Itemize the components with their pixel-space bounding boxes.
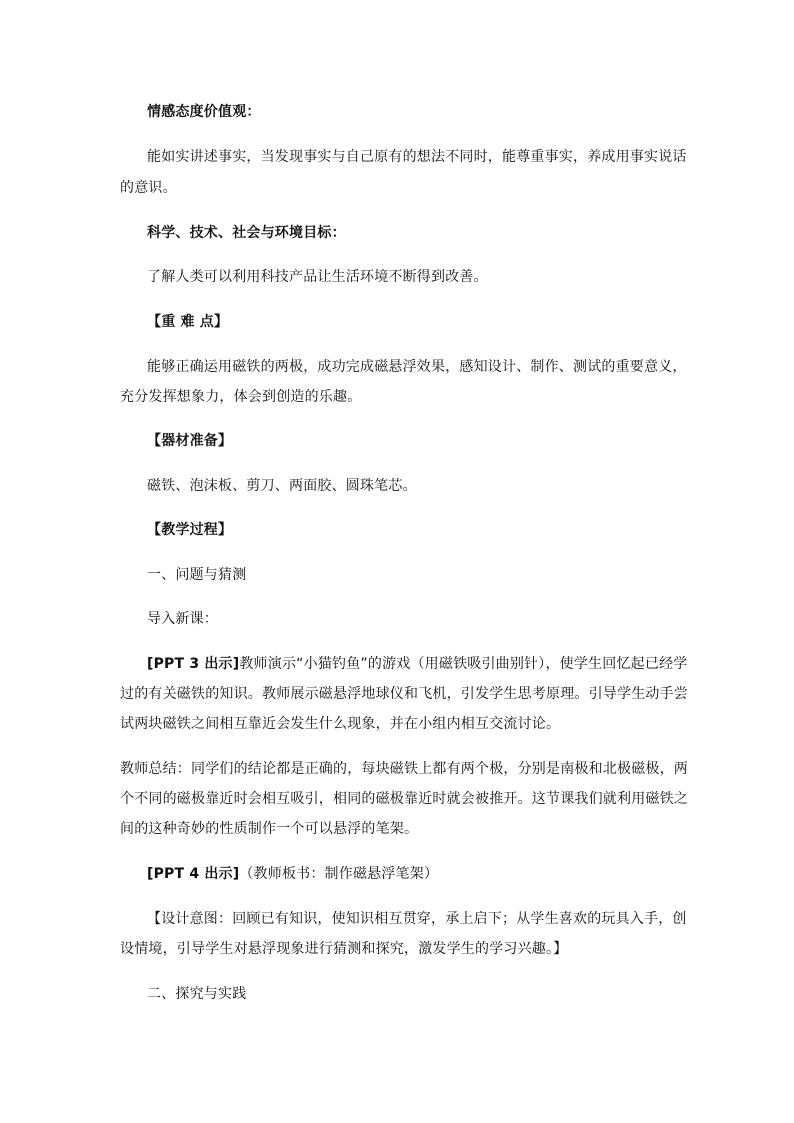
- section-heading-explore-practice: 二、探究与实践: [147, 986, 247, 1002]
- section-heading-teaching-process: 【教学过程】: [147, 522, 233, 538]
- paragraph-text: （教师板书：制作磁悬浮笔架）: [239, 866, 439, 882]
- paragraph-line: 了解人类可以利用科技产品让生活环境不断得到改善。: [147, 269, 488, 285]
- paragraph-text: 教师演示“小猫钓鱼”的游戏（用磁铁吸引曲别针），使学生回忆起已经学: [239, 656, 688, 672]
- subheading-question-guess: 一、问题与猜测: [147, 567, 247, 583]
- section-heading-key-points: 【重 难 点】: [147, 314, 229, 330]
- paragraph-line: [147, 864, 682, 884]
- paragraph-line: 教师总结：同学们的结论都是正确的，每块磁铁上都有两个极，分别是南极和北极磁极，两: [120, 761, 688, 777]
- paragraph-line: 能如实讲述事实，当发现事实与自己原有的想法不同时，能尊重事实，养成用事实说话: [147, 149, 687, 165]
- paragraph-line: [147, 654, 688, 674]
- paragraph-line: 充分发挥想象力，体会到创造的乐趣。: [120, 389, 362, 405]
- ppt-tag: [PPT 3 出示]: [147, 656, 240, 672]
- section-heading-emotional-attitude: 情感态度价值观：: [147, 104, 261, 120]
- paragraph-line: 磁铁、泡沫板、剪刀、两面胶、圆珠笔芯。: [147, 478, 417, 494]
- paragraph-line: 试两块磁铁之间相互靠近会发生什么现象，并在小组内相互交流讨论。: [120, 716, 561, 732]
- design-intent-line: 设情境，引导学生对悬浮现象进行猜测和探究，激发学生的学习兴趣。】: [120, 941, 568, 957]
- section-heading-materials: 【器材准备】: [147, 433, 233, 449]
- ppt-tag: [PPT 4 出示]: [147, 866, 240, 882]
- design-intent-line: 【设计意图：回顾已有知识，使知识相互贯穿，承上启下；从学生喜欢的玩具入手，创: [147, 911, 687, 927]
- section-heading-sts-goals: 科学、技术、社会与环境目标：: [147, 225, 346, 241]
- paragraph-line: 过的有关磁铁的知识。教师展示磁悬浮地球仪和飞机，引发学生思考原理。引导学生动手尝: [120, 686, 688, 702]
- subheading-intro: 导入新课：: [147, 611, 218, 627]
- paragraph-line: 的意识。: [120, 180, 177, 196]
- paragraph-line: 间的这种奇妙的性质制作一个可以悬浮的笔架。: [120, 821, 419, 837]
- paragraph-line: 个不同的磁极靠近时会相互吸引，相同的磁极靠近时就会被推开。这节课我们就利用磁铁之: [120, 791, 688, 807]
- paragraph-line: 能够正确运用磁铁的两极，成功完成磁悬浮效果，感知设计、制作、测试的重要意义，: [147, 359, 687, 375]
